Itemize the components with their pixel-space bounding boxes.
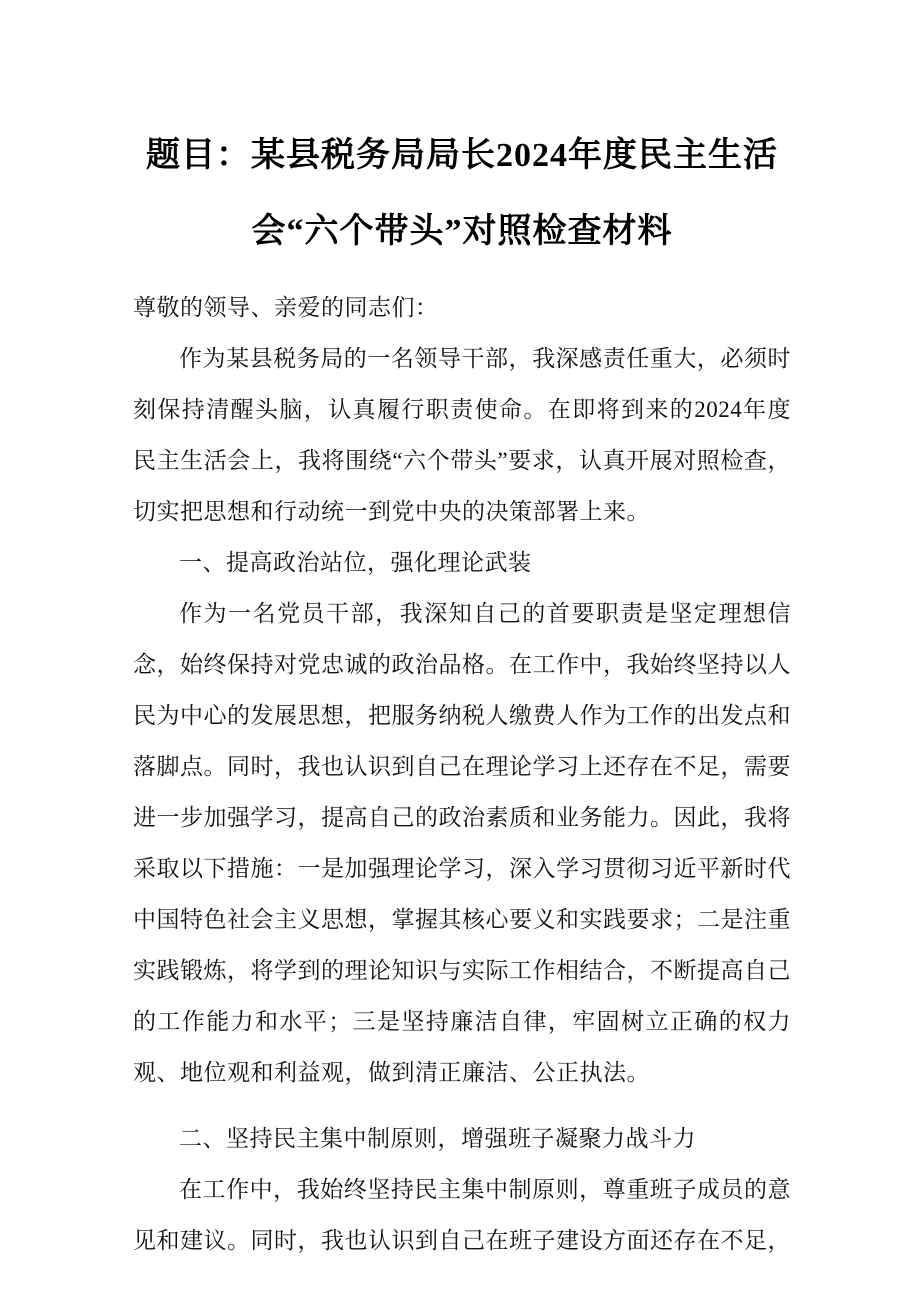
paragraph-section-2-body: 在工作中，我始终坚持民主集中制原则，尊重班子成员的意见和建议。同时，我也认识到自己在班子建设方面还存在不足， [133, 1177, 791, 1253]
section-heading-1: 一、提高政治站位，强化理论武装 [179, 550, 532, 575]
document-title-line-2: 会“六个带头”对照检查材料 [251, 213, 673, 250]
document-content [133, 118, 791, 1266]
paragraph-intro: 作为某县税务局的一名领导干部，我深感责任重大，必须时刻保持清醒头脑，认真履行职责使命。在即将到来的2024年度民主生活会上，我将围绕“六个带头”要求，认真开展对照检查，切实把思想和行动统一到党中央的决策部署上来。 [133, 346, 791, 524]
section-heading-2: 二、坚持民主集中制原则，增强班子凝聚力战斗力 [179, 1126, 696, 1151]
document-title [133, 118, 791, 270]
paragraph-section-1-body: 作为一名党员干部，我深知自己的首要职责是坚定理想信念，始终保持对党忠诚的政治品格。在工作中，我始终坚持以人民为中心的发展思想，把服务纳税人缴费人作为工作的出发点和落脚点。同时，我也认识到自己在理论学习上还存在不足，需要进一步加强学习，提高自己的政治素质和业务能力。因此，我将采取以下措施：一是加强理论学习，深入学习贯彻习近平新时代中国特色社会主义思想，掌握其核心要义和实践要求；二是注重实践锻炼，将学到的理论知识与实际工作相结合，不断提高自己的工作能力和水平；三是坚持廉洁自律，牢固树立正确的权力观、地位观和利益观，做到清正廉洁、公正执法。 [133, 601, 791, 1085]
paragraph-salutation: 尊敬的领导、亲爱的同志们： [133, 295, 439, 320]
document-title-line-1: 题目：某县税务局局长2024年度民主生活 [146, 137, 778, 174]
document-body [133, 282, 791, 1266]
